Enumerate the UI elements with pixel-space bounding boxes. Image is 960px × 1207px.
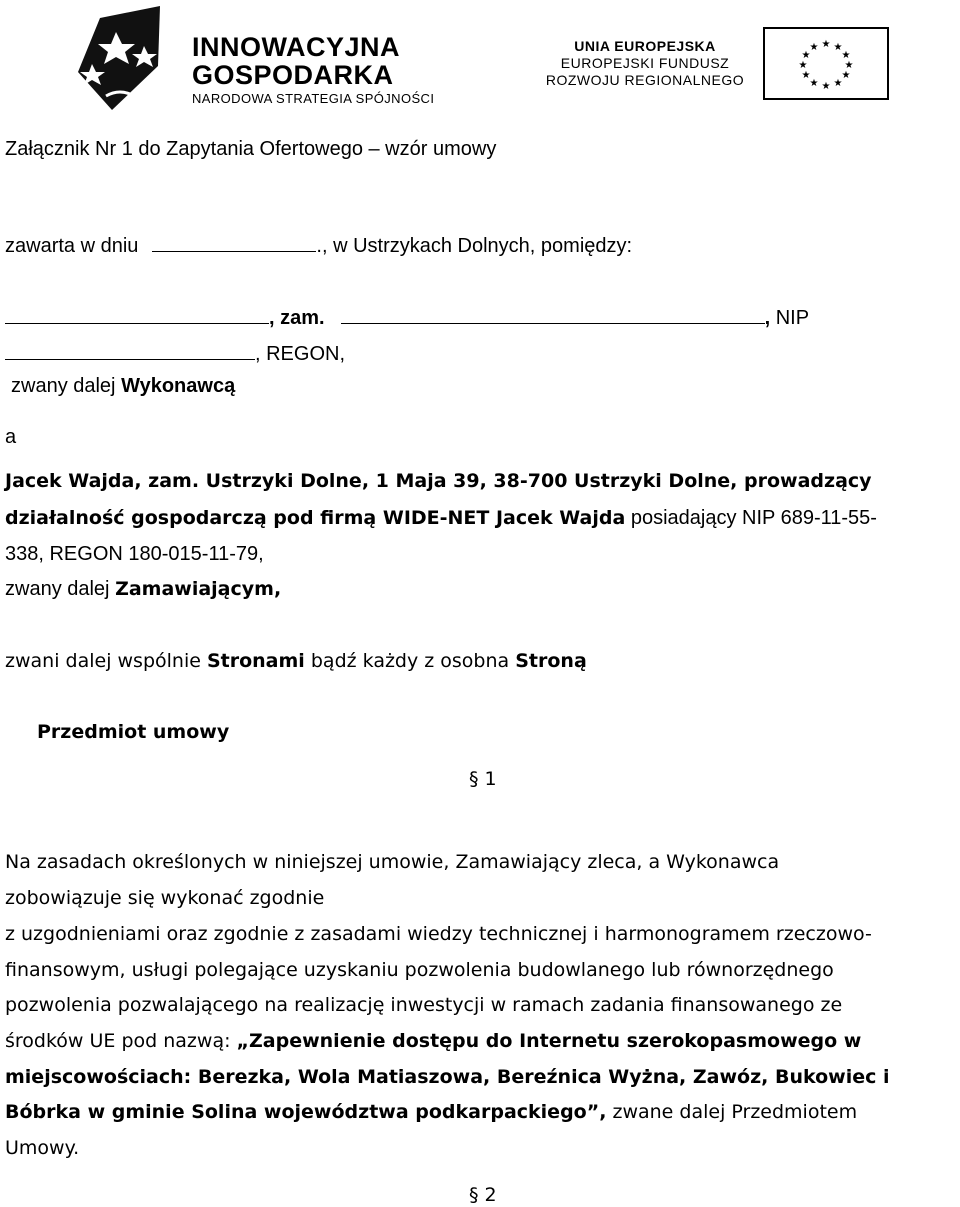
- svg-text:★: ★: [844, 60, 854, 71]
- eu-line-3: ROZWOJU REGIONALNEGO: [545, 72, 745, 88]
- date-suffix: ., w Ustrzykach Dolnych, pomiędzy:: [316, 235, 633, 257]
- body-line-3: z uzgodnieniami oraz zgodnie z zasadami wiedzy technicznej i harmonogramem rzeczowo-: [5, 923, 872, 945]
- body-line-8-normal: zwane dalej Przedmiotem: [606, 1101, 858, 1123]
- svg-text:★: ★: [801, 70, 811, 81]
- logo-line-2: GOSPODARKA: [192, 60, 394, 90]
- svg-text:★: ★: [833, 78, 843, 89]
- paragraph-1-mark: § 1: [469, 768, 497, 790]
- nip-regon-blank[interactable]: [5, 341, 255, 360]
- innowacyjna-gospodarka-logo: [72, 2, 482, 114]
- logo-line-3: NARODOWA STRATEGIA SPÓJNOŚCI: [192, 91, 435, 106]
- parties-bold-2: Stroną: [515, 650, 587, 672]
- contractor-name-blank[interactable]: [5, 305, 269, 324]
- logo-line-1: INNOWACYJNA: [192, 32, 401, 62]
- svg-text:★: ★: [841, 50, 851, 61]
- contractor-line: [5, 305, 809, 330]
- body-line-6: [5, 1030, 861, 1052]
- eu-flag-stars-icon: [765, 29, 887, 98]
- contractor-called-line: [11, 375, 235, 398]
- client-line-2: [5, 507, 877, 530]
- eu-flag: [763, 27, 889, 100]
- client-called-prefix: zwany dalej: [5, 578, 116, 600]
- parties-text-1: zwani dalej wspólnie: [5, 650, 207, 672]
- client-line-1: Jacek Wajda, zam. Ustrzyki Dolne, 1 Maja 39, 38-700 Ustrzyki Dolne, prowadzący: [5, 470, 872, 492]
- contractor-called-prefix: zwany dalej: [11, 375, 116, 397]
- contract-date-line: [5, 233, 632, 258]
- stars-emblem-icon: [72, 2, 182, 114]
- svg-text:★: ★: [821, 81, 831, 92]
- date-prefix: zawarta w dniu: [5, 235, 139, 257]
- body-line-2: zobowiązuje się wykonać zgodnie: [5, 887, 325, 909]
- body-line-9: Umowy.: [5, 1137, 80, 1159]
- contractor-address-blank[interactable]: [341, 305, 765, 324]
- client-role-name: Zamawiającym,: [115, 578, 282, 600]
- svg-text:★: ★: [809, 42, 819, 53]
- document-title: Załącznik Nr 1 do Zapytania Ofertowego – wzór umowy: [5, 138, 497, 160]
- date-blank-field[interactable]: [152, 233, 316, 252]
- client-nip: posiadający NIP 689-11-55-: [625, 507, 877, 529]
- svg-text:★: ★: [809, 78, 819, 89]
- body-line-4: finansowym, usługi polegające uzyskaniu pozwolenia budowlanego lub równorzędnego: [5, 959, 834, 981]
- svg-text:★: ★: [841, 70, 851, 81]
- client-called-line: [5, 578, 281, 601]
- body-line-8-bold: Bóbrka w gminie Solina województwa podkarpackiego”,: [5, 1101, 607, 1123]
- client-firm-name: działalność gospodarczą pod firmą WIDE-NET Jacek Wajda: [5, 507, 626, 529]
- eu-fund-logo-text: [540, 38, 750, 89]
- zam-label: , zam.: [269, 307, 325, 329]
- eu-line-2: EUROPEJSKI FUNDUSZ: [560, 55, 730, 71]
- regon-line: [5, 341, 345, 366]
- conjunction: a: [5, 426, 17, 448]
- body-line-5: pozwolenia pozwalającego na realizację inwestycji w ramach zadania finansowanego ze: [5, 994, 843, 1016]
- parties-text-2: bądź każdy z osobna: [304, 650, 516, 672]
- client-line-3: 338, REGON 180-015-11-79,: [5, 543, 264, 565]
- eu-line-1: UNIA EUROPEJSKA: [574, 38, 716, 54]
- body-line-6-normal: środków UE pod nazwą:: [5, 1030, 237, 1052]
- svg-text:★: ★: [821, 39, 831, 50]
- contractor-role-name: Wykonawcą: [121, 375, 236, 397]
- svg-text:★: ★: [833, 42, 843, 53]
- nip-comma: ,: [764, 307, 771, 329]
- section-title: Przedmiot umowy: [37, 721, 230, 743]
- parties-bold-1: Stronami: [206, 650, 305, 672]
- svg-text:★: ★: [801, 50, 811, 61]
- body-line-6-bold: „Zapewnienie dostępu do Internetu szerokopasmowego w: [236, 1030, 862, 1052]
- body-line-7: miejscowościach: Berezka, Wola Matiaszowa, Bereźnica Wyżna, Zawóz, Bukowiec i: [5, 1066, 890, 1088]
- parties-line: [5, 650, 587, 672]
- regon-label: , REGON,: [255, 343, 346, 365]
- paragraph-2-mark: § 2: [469, 1184, 497, 1206]
- svg-text:★: ★: [798, 60, 808, 71]
- body-line-8: [5, 1101, 857, 1123]
- body-line-1: Na zasadach określonych w niniejszej umowie, Zamawiający zleca, a Wykonawca: [5, 851, 780, 873]
- nip-label: NIP: [770, 307, 810, 329]
